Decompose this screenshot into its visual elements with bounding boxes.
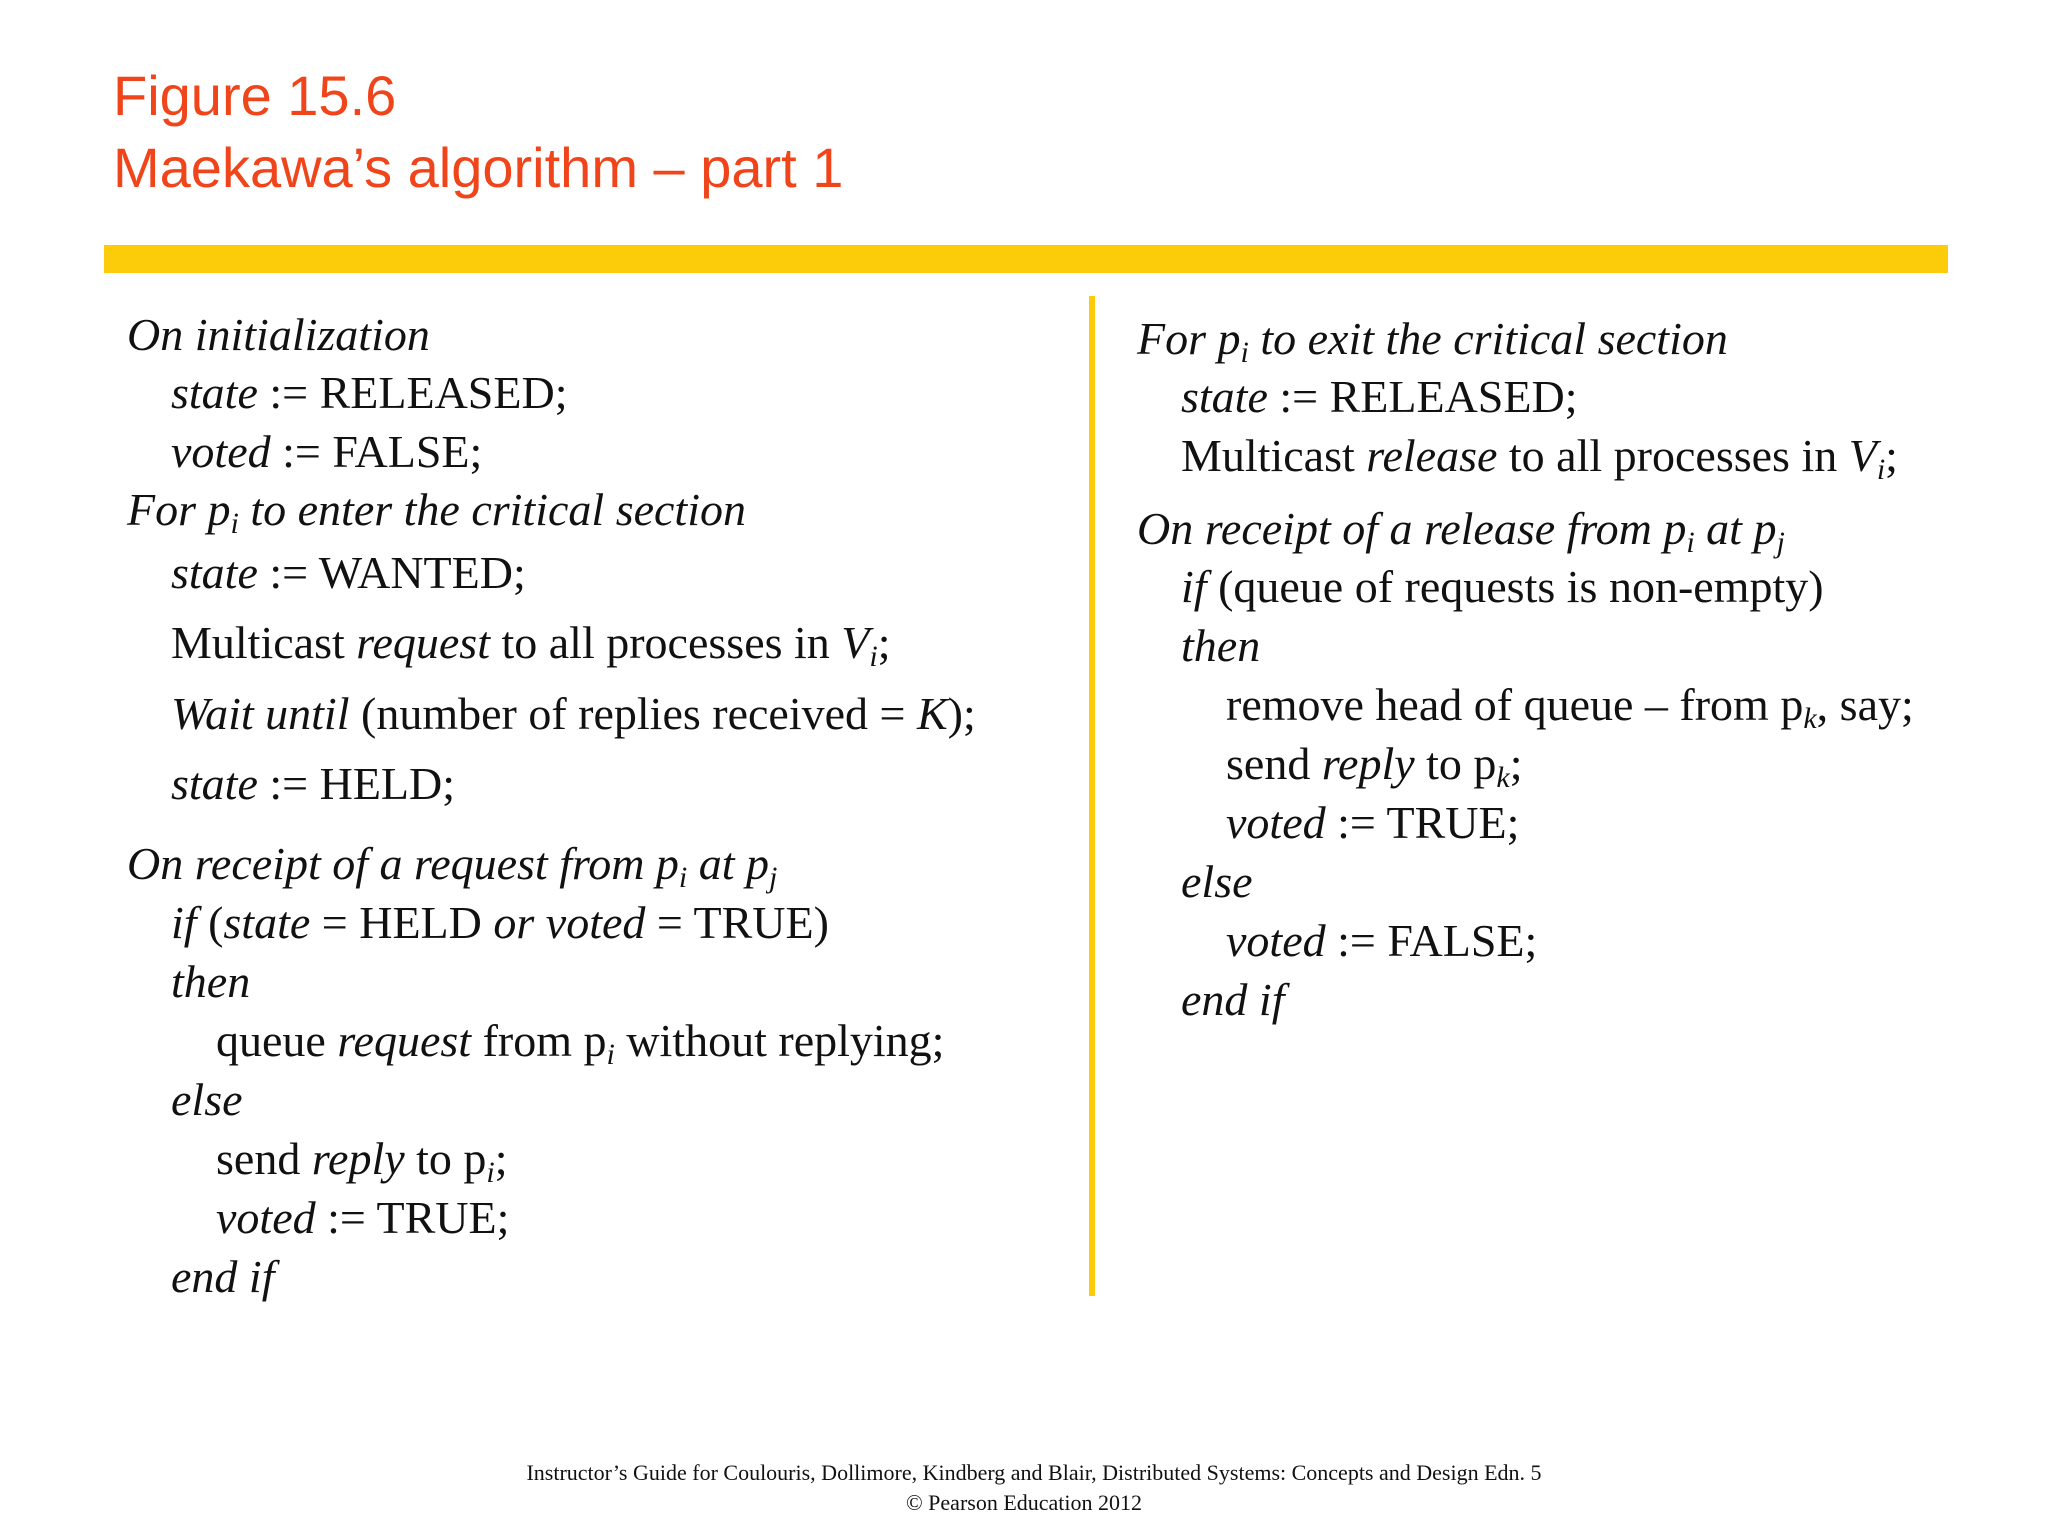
code-line-voted-false: voted := FALSE; [171, 426, 483, 477]
code-line-state-held: state := HELD; [171, 758, 456, 809]
figure-number: Figure 15.6 [113, 64, 397, 127]
code-line-multicast-request: Multicast request to all processes in $V_i$; [171, 617, 891, 673]
slide-footer [0, 1458, 2048, 1518]
slide-title [113, 60, 843, 204]
code-line-else-release: else [1181, 856, 1253, 907]
code-line-receipt-release-heading: On receipt of a release from $p_i$ at $p_j$ [1137, 503, 1785, 559]
code-line-then: then [171, 956, 251, 1007]
code-line-exit-cs-heading: For $p_i$ to exit the critical section [1137, 313, 1728, 369]
code-line-state-released-exit: state := RELEASED; [1181, 371, 1578, 422]
code-line-send-reply-pk: send reply to $p_k$; [1226, 738, 1523, 794]
column-divider [1089, 296, 1095, 1296]
code-line-send-reply: send reply to $p_i$; [216, 1133, 508, 1189]
code-line-on-initialization: On initialization [127, 309, 430, 360]
code-line-end-if: end if [171, 1251, 275, 1302]
code-line-end-if-release: end if [1181, 974, 1285, 1025]
code-line-if-held-or-voted: if (state = HELD or voted = TRUE) [171, 897, 829, 948]
code-line-state-released: state := RELEASED; [171, 367, 568, 418]
code-line-else: else [171, 1074, 243, 1125]
code-line-enter-cs-heading: For $p_i$ to enter the critical section [127, 484, 746, 540]
footer-citation: Instructor’s Guide for Coulouris, Dollimore, Kindberg and Blair, Distributed Systems: Concepts and Design Edn. 5 [526, 1460, 1542, 1485]
code-line-state-wanted: state := WANTED; [171, 547, 526, 598]
code-line-queue-request: queue request from $p_i$ without replying; [216, 1015, 945, 1071]
code-line-then-release: then [1181, 620, 1261, 671]
code-line-voted-true-release: voted := TRUE; [1226, 797, 1520, 848]
code-line-multicast-release: Multicast release to all processes in $V_i$; [1181, 430, 1898, 486]
code-line-receipt-request-heading: On receipt of a request from $p_i$ at $p_j$ [127, 838, 778, 894]
code-line-if-queue-nonempty: if (queue of requests is non-empty) [1181, 561, 1824, 612]
code-line-voted-false-release: voted := FALSE; [1226, 915, 1538, 966]
code-line-voted-true: voted := TRUE; [216, 1192, 510, 1243]
code-line-remove-head: remove head of queue – from $p_k$, say; [1226, 679, 1914, 735]
figure-caption: Maekawa’s algorithm – part 1 [113, 136, 844, 199]
title-accent-bar [104, 245, 1948, 273]
code-line-wait-until: Wait until (number of replies received = K); [171, 688, 976, 739]
footer-copyright: © Pearson Education 2012 [905, 1490, 1143, 1515]
